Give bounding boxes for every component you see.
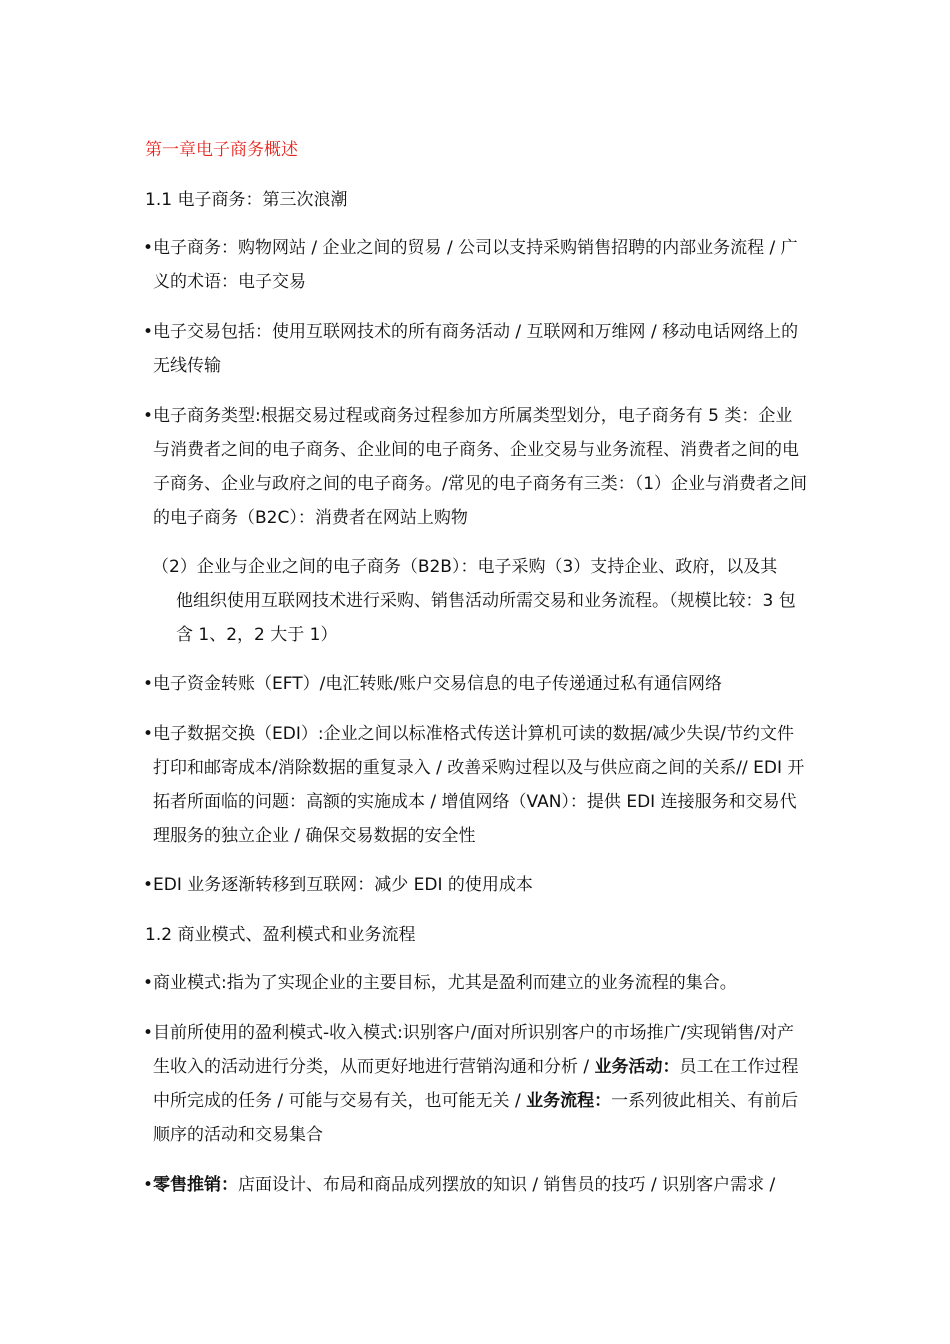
bullet: •: [143, 674, 154, 694]
paragraph-text: 电子交易包括：使用互联网技术的所有商务活动 / 互联网和万维网 / 移动电话网络上的无线传输: [153, 322, 799, 376]
paragraph-e-transaction: [143, 315, 808, 383]
paragraph-retail-merchandising: [143, 1168, 808, 1202]
paragraph-edi: [143, 717, 808, 853]
paragraph-text: 电子资金转账（EFT）/电汇转账/账户交易信息的电子传递通过私有通信网络: [153, 674, 723, 694]
paragraph-text: [143, 1168, 808, 1202]
bullet: •: [143, 724, 154, 744]
paragraph-edi-internet: [143, 868, 808, 902]
bullet: •: [143, 875, 154, 895]
text-run: 目前所使用的盈利模式-收入模式:识别客户/面对所识别客户的市场推广/实现销售/对产生收入的活动进行分类，从而更好地进行营销沟通和分析 /: [153, 1023, 795, 1077]
paragraph-text: [143, 1016, 808, 1152]
paragraph-text: 电子商务：购物网站 / 企业之间的贸易 / 公司以支持采购销售招聘的内部业务流程 / 广义的术语：电子交易: [153, 238, 798, 292]
paragraph-text: 电子数据交换（EDI）:企业之间以标准格式传送计算机可读的数据/减少失误/节约文件打印和邮寄成本/消除数据的重复录入 / 改善采购过程以及与供应商之间的关系// EDI 开拓者所面临的问题：高额的实施成本 / 增值网络（VAN）：提供 EDI 连接服务和交易代理服务的独立企业 / 确保交易数据的安全性: [153, 724, 805, 846]
bold-term-business-activity: 业务活动：: [594, 1057, 680, 1077]
text-run: 店面设计、布局和商品成列摆放的知识 / 销售员的技巧 / 识别客户需求 /: [238, 1175, 776, 1195]
paragraph-text: 电子商务类型:根据交易过程或商务过程参加方所属类型划分，电子商务有 5 类：企业与消费者之间的电子商务、企业间的电子商务、企业交易与业务流程、消费者之间的电子商务、企业与政府之间的电子商务。/常见的电子商务有三类：（1）企业与消费者之间的电子商务（B2C）：消费者在网站上购物: [153, 406, 808, 528]
paragraph-text: 商业模式:指为了实现企业的主要目标，尤其是盈利而建立的业务流程的集合。: [153, 973, 737, 993]
paragraph-ecommerce-types-continued: [152, 550, 807, 652]
bullet: •: [143, 973, 154, 993]
paragraph-revenue-model: [143, 1016, 808, 1152]
section-heading-1-2: 1.2 商业模式、盈利模式和业务流程: [145, 925, 416, 945]
paragraph-text: EDI 业务逐渐转移到互联网：减少 EDI 的使用成本: [153, 875, 533, 895]
bullet: •: [143, 1175, 154, 1195]
bullet: •: [143, 406, 154, 426]
bullet: •: [143, 238, 154, 258]
text-run: 一系列彼此相关、有前后顺序的活动和交易集合: [153, 1091, 799, 1145]
bullet: •: [143, 1023, 154, 1043]
paragraph-ecommerce: [143, 231, 808, 299]
bold-term-business-process: 业务流程：: [526, 1091, 612, 1111]
bold-term-retail: 零售推销：: [153, 1175, 238, 1195]
section-heading-1-1: 1.1 电子商务：第三次浪潮: [145, 190, 348, 210]
bullet: •: [143, 322, 154, 342]
chapter-title: 第一章电子商务概述: [145, 140, 298, 160]
paragraph-ecommerce-types: [143, 399, 808, 535]
text-run: 员工在工作过程中所完成的任务 / 可能与交易有关，也可能无关 /: [153, 1057, 799, 1111]
paragraph-first-line: （2）企业与企业之间的电子商务（B2B）：电子采购（3）支持企业、政府，以及其: [152, 557, 778, 577]
paragraph-rest: 他组织使用互联网技术进行采购、销售活动所需交易和业务流程。（规模比较：3 包含 1、2，2 大于 1）: [176, 591, 796, 645]
paragraph-business-model: [143, 966, 808, 1000]
paragraph-eft: [143, 667, 808, 701]
